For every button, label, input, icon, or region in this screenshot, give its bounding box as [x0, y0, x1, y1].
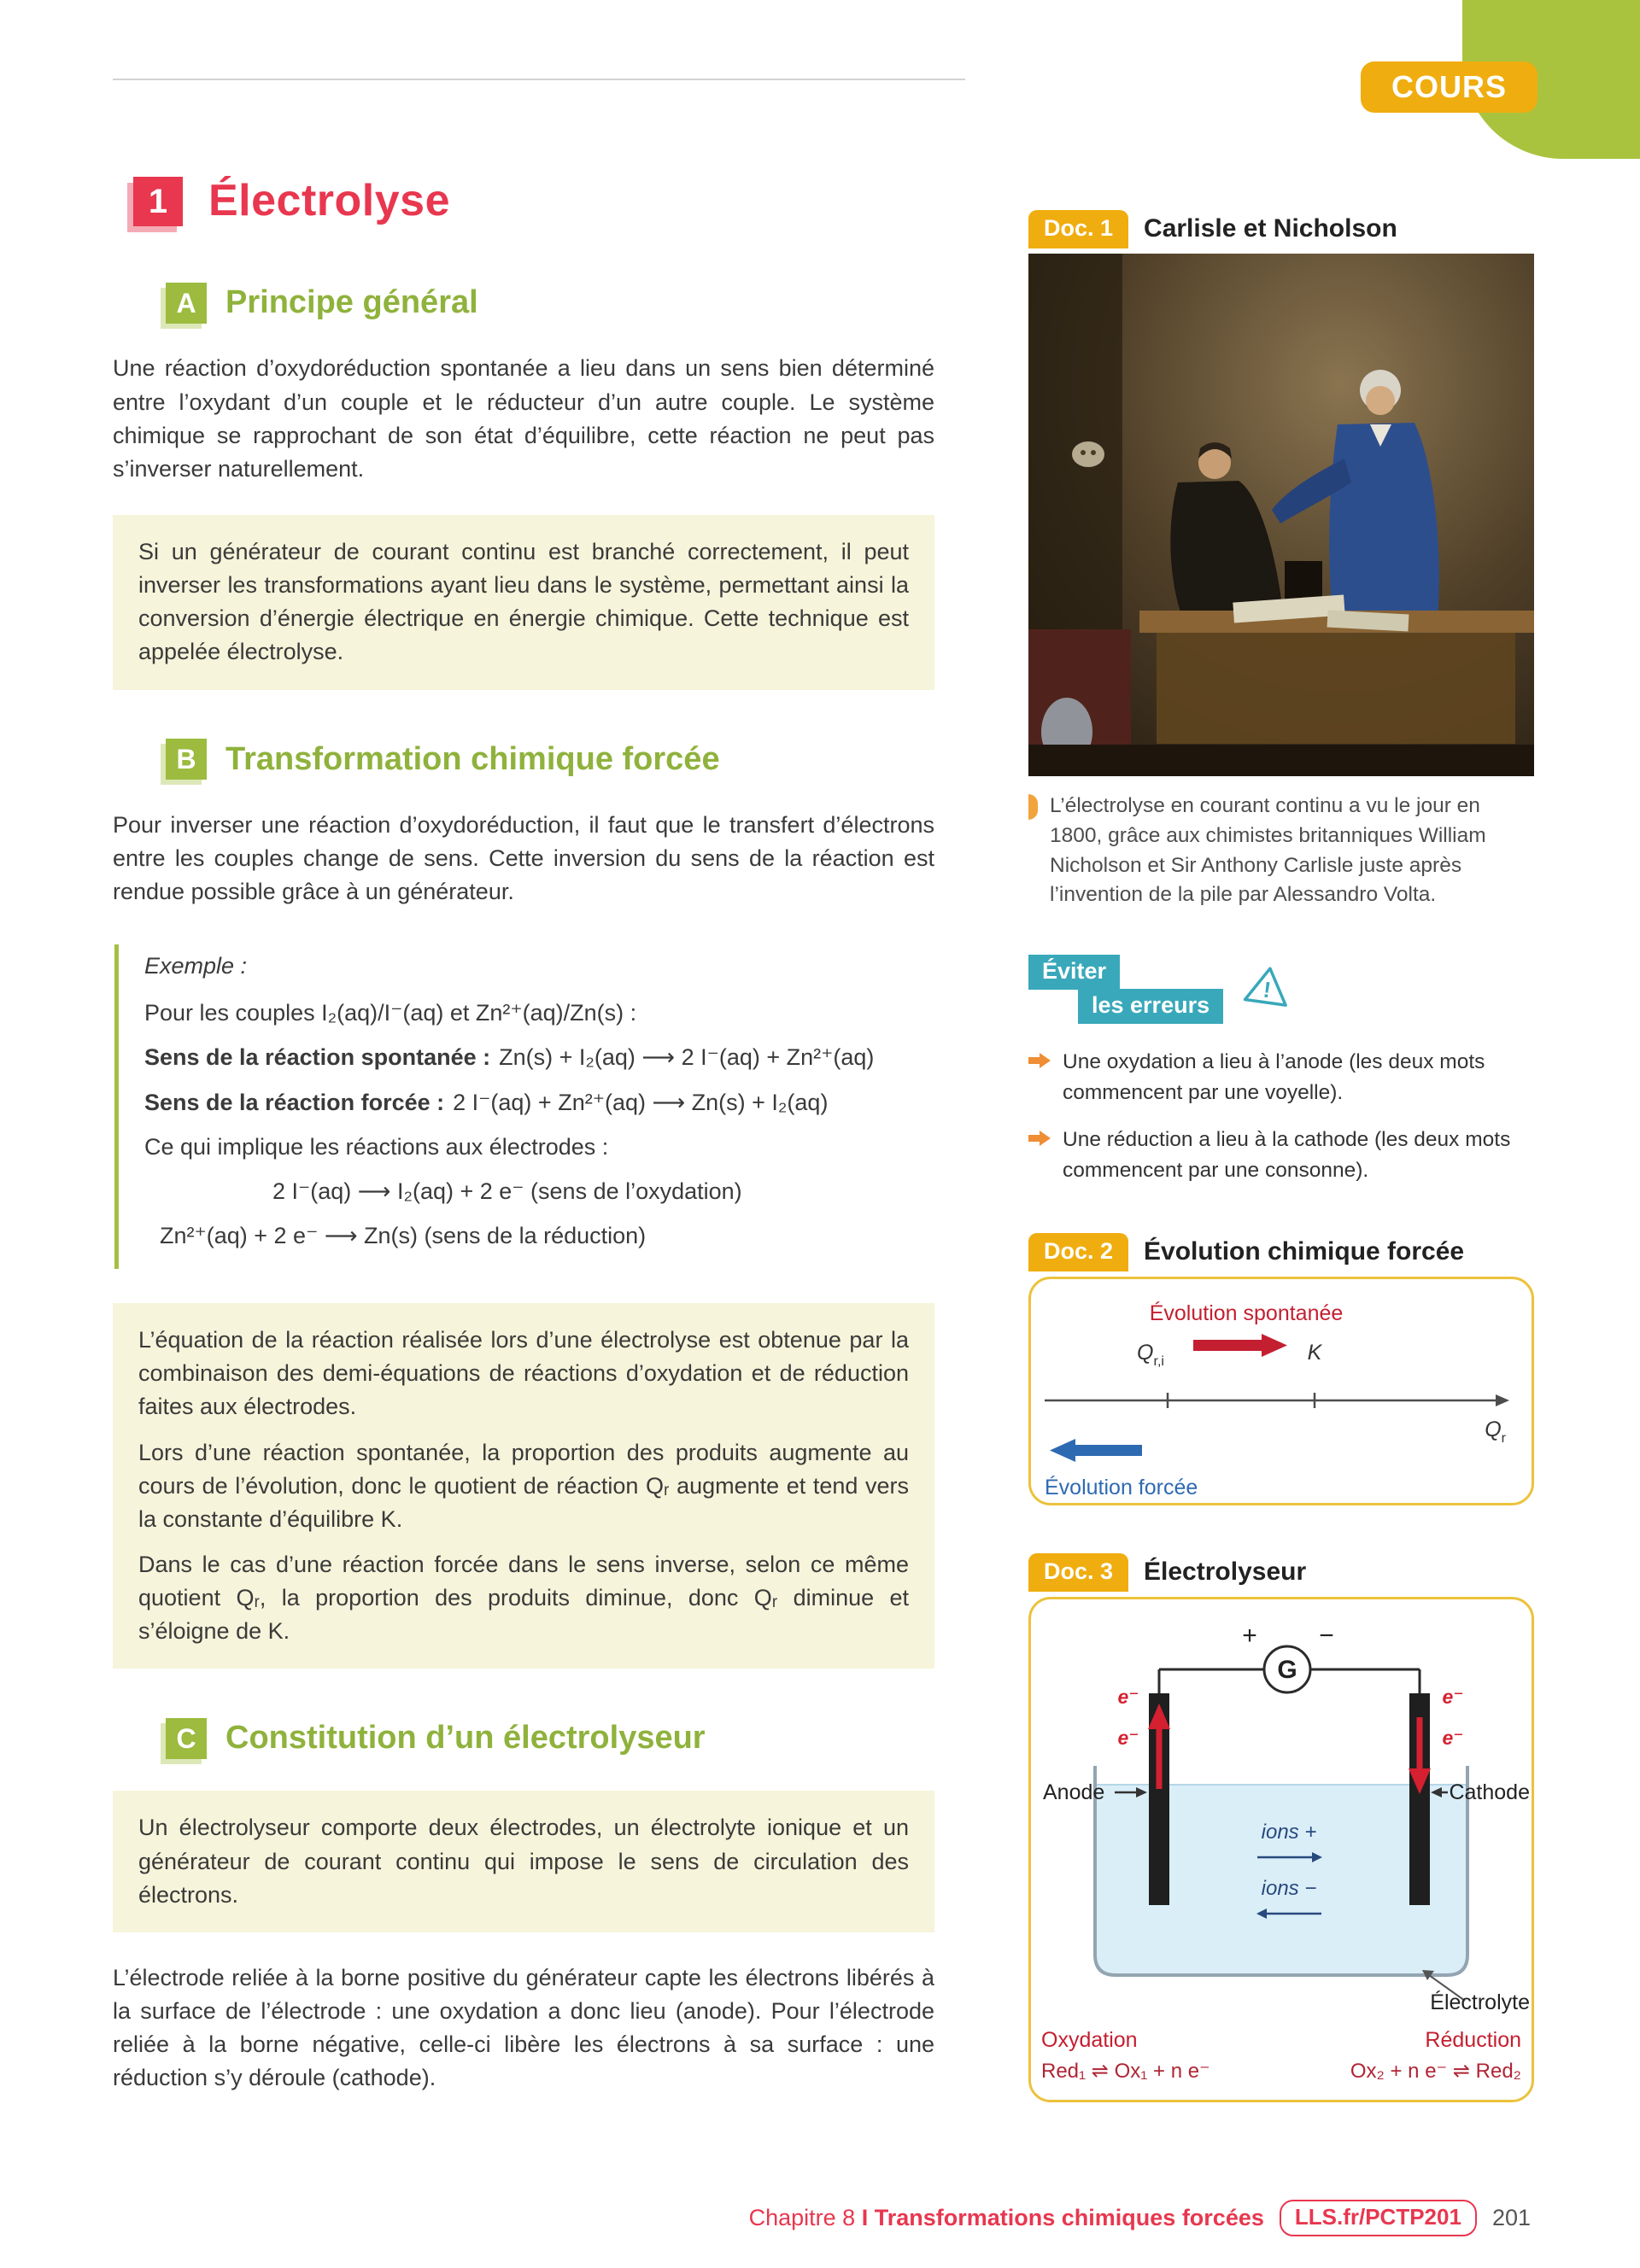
oxidation-half-equation: Red₁ ⇌ Ox₁ + n e⁻	[1041, 2060, 1210, 2084]
spontaneous-reaction-equation: Zn(s) + I₂(aq) ⟶ 2 I⁻(aq) + Zn²⁺(aq)	[499, 1044, 875, 1071]
doc3-header	[1028, 1553, 1534, 1592]
page-number: 201	[1491, 2205, 1531, 2230]
definition-box-electrolyseur	[113, 1791, 934, 1932]
generator-label: G	[1277, 1656, 1297, 1685]
k-tick-label: K	[1307, 1341, 1322, 1365]
example-couples-line: Pour les couples I₂(aq)/I⁻(aq) et Zn²⁺(aq)/Zn(s) :	[144, 1000, 637, 1026]
chapter-separator: I	[861, 2205, 869, 2230]
avoid-errors-item	[1028, 1047, 1534, 1108]
section-title: Électrolyse	[208, 176, 450, 225]
electron-label: e⁻	[1442, 1727, 1464, 1750]
spontaneous-reaction-line	[144, 1041, 934, 1074]
doc2-block	[1028, 1233, 1534, 1505]
subsection-b-title: Transformation chimique forcée	[226, 740, 720, 777]
doc1-caption-text: L’électrolyse en courant continu a vu le jour en 1800, grâce aux chimistes britanniques William Nicholson et Sir Anthony Carlisle juste après l’invention de la pile par Alessandro Volta.	[1050, 794, 1486, 907]
qr-axis	[1045, 1393, 1509, 1408]
oxidation-equation-line: 2 I⁻(aq) ⟶ I₂(aq) + 2 e⁻ (sens de l’oxydation)	[272, 1178, 742, 1204]
doc2-badge: Doc. 2	[1028, 1233, 1128, 1271]
avoid-errors-badge-line2: les erreurs	[1078, 989, 1223, 1024]
electron-label: e⁻	[1117, 1727, 1139, 1750]
doc1-badge: Doc. 1	[1028, 210, 1128, 248]
main-column	[113, 169, 934, 2117]
subsection-b-header	[166, 736, 934, 783]
ions-plus-label: ions +	[1261, 1821, 1317, 1844]
definition-text: Un électrolyseur comporte deux électrodes, un électrolyte ionique et un générateur de courant continu qui impose le sens de circulation des électrons.	[138, 1815, 909, 1908]
summary-paragraph: Dans le cas d’une réaction forcée dans le sens inverse, selon ce même quotient Qᵣ, la proportion des produits diminue, donc Qᵣ diminue et s’éloigne de K.	[138, 1551, 909, 1645]
top-divider	[113, 79, 965, 80]
chapter-number: Chapitre 8	[748, 2205, 856, 2230]
doc3-block	[1028, 1553, 1534, 2102]
qri-tick-label: $Q_{r,i}$	[1137, 1341, 1164, 1370]
paragraph-principe: Une réaction d’oxydoréduction spontanée a lieu dans un sens bien déterminé entre l’oxydant d’un couple et le réducteur d’un autre couple. Le système chimique se rapprochant de son état d’équilibre, cette réaction ne peut pas s’inverser naturellement.	[113, 355, 934, 482]
doc3-badge: Doc. 3	[1028, 1553, 1128, 1592]
summary-paragraph: Lors d’une réaction spontanée, la proportion des produits augmente au cours de l’évolution, donc le quotient de réaction Qᵣ augmente et tend vers la constante d’équilibre K.	[138, 1439, 909, 1532]
spontaneous-evolution-label: Évolution spontanée	[1149, 1301, 1344, 1326]
reduction-label: Réduction	[1425, 2028, 1521, 2053]
qr-axis-label: $Q_r$	[1485, 1418, 1506, 1447]
warning-exclamation: !	[1262, 976, 1273, 1003]
doc1-image	[1028, 254, 1534, 776]
reduction-equation-line: Zn²⁺(aq) + 2 e⁻ ⟶ Zn(s) (sens de la réduction)	[160, 1222, 647, 1248]
doc1-header	[1028, 210, 1534, 248]
doc2-box	[1028, 1277, 1534, 1505]
doc3-diagram	[1031, 1610, 1532, 2093]
avoid-errors-badges	[1028, 955, 1534, 1030]
definition-text: Si un générateur de courant continu est branché correctement, il peut inverser les transformations ayant lieu dans le système, permettant ainsi la conversion d’énergie électrique en énergie chimique. Cette technique est appelée électrolyse.	[138, 539, 909, 665]
avoid-errors-badge-line1: Éviter	[1028, 955, 1120, 990]
bullet-arrow-icon	[1028, 1053, 1051, 1068]
example-block	[114, 944, 934, 1269]
section-number: 1	[133, 177, 183, 226]
paragraph-electrodes: L’électrode reliée à la borne positive du générateur capte les électrons libérés à la surface de l’électrode : une oxydation a donc lieu (anode). Pour l’électrode reliée à la borne négative, celle-ci libère les électrons à sa surface : une réduction s’y déroule (cathode).	[113, 1964, 934, 2091]
spontaneous-arrow	[1193, 1334, 1287, 1357]
avoid-errors-item	[1028, 1125, 1534, 1185]
forced-reaction-label: Sens de la réaction forcée :	[144, 1089, 445, 1115]
forced-arrow	[1050, 1439, 1142, 1462]
spontaneous-reaction-label: Sens de la réaction spontanée :	[144, 1044, 491, 1071]
minus-terminal: −	[1319, 1622, 1334, 1651]
doc1-title: Carlisle et Nicholson	[1144, 214, 1397, 243]
reduction-half-equation: Ox₂ + n e⁻ ⇌ Red₂	[1350, 2060, 1521, 2084]
doc3-title: Électrolyseur	[1144, 1558, 1307, 1587]
example-label: Exemple :	[144, 953, 248, 979]
chapter-title: Transformations chimiques forcées	[874, 2205, 1264, 2230]
electron-label: e⁻	[1117, 1686, 1139, 1709]
section-header	[133, 169, 934, 233]
doc1-caption	[1028, 792, 1534, 910]
subsection-a-title: Principe général	[226, 284, 478, 321]
subsection-b-letter: B	[166, 739, 207, 780]
forced-evolution-label: Évolution forcée	[1045, 1476, 1198, 1500]
ions-minus-label: ions −	[1261, 1877, 1317, 1901]
summary-box	[113, 1303, 934, 1669]
avoid-errors-block	[1028, 955, 1534, 1185]
cathode-label: Cathode	[1449, 1780, 1530, 1805]
avoid-errors-item-text: Une réduction a lieu à la cathode (les deux mots commencent par une consonne).	[1063, 1128, 1511, 1182]
subsection-c-letter: C	[166, 1718, 207, 1759]
doc3-box	[1028, 1597, 1534, 2102]
subsection-a-letter: A	[166, 283, 207, 324]
docs-column	[1028, 210, 1534, 2102]
caption-marker-icon	[1028, 794, 1038, 820]
definition-box-electrolyse	[113, 515, 934, 690]
lls-reference-badge[interactable]: LLS.fr/PCTP201	[1280, 2200, 1477, 2236]
doc2-diagram	[1031, 1289, 1532, 1505]
electron-label: e⁻	[1442, 1686, 1464, 1709]
doc2-title: Évolution chimique forcée	[1144, 1237, 1465, 1266]
warning-triangle-icon	[1241, 962, 1294, 1010]
plus-terminal: +	[1242, 1622, 1257, 1651]
forced-reaction-equation: 2 I⁻(aq) + Zn²⁺(aq) ⟶ Zn(s) + I₂(aq)	[453, 1089, 829, 1115]
electrolyte-label: Électrolyte	[1430, 1990, 1530, 2015]
subsection-a-header	[166, 279, 934, 326]
summary-paragraph: L’équation de la réaction réalisée lors d’une électrolyse est obtenue par la combinaison des demi-équations de réactions d’oxydation et de réduction faites aux électrodes.	[138, 1327, 909, 1420]
page-footer	[749, 2200, 1531, 2236]
subsection-c-header	[166, 1715, 934, 1762]
avoid-errors-item-text: Une oxydation a lieu à l’anode (les deux mots commencent par une voyelle).	[1063, 1050, 1485, 1104]
oxidation-label: Oxydation	[1041, 2028, 1138, 2053]
electrode-intro-line: Ce qui implique les réactions aux électrodes :	[144, 1133, 609, 1160]
anode-label: Anode	[1043, 1780, 1105, 1805]
paragraph-transformation: Pour inverser une réaction d’oxydoréduction, il faut que le transfert d’électrons entre les couples change de sens. Cette inversion du sens de la réaction est rendue possible grâce à un générateur.	[113, 811, 934, 904]
doc2-header	[1028, 1233, 1534, 1271]
bullet-arrow-icon	[1028, 1131, 1051, 1146]
forced-reaction-line	[144, 1086, 934, 1119]
chapter-reference	[749, 2205, 1264, 2231]
cours-badge: COURS	[1361, 61, 1538, 113]
subsection-c-title: Constitution d’un électrolyseur	[226, 1720, 706, 1757]
